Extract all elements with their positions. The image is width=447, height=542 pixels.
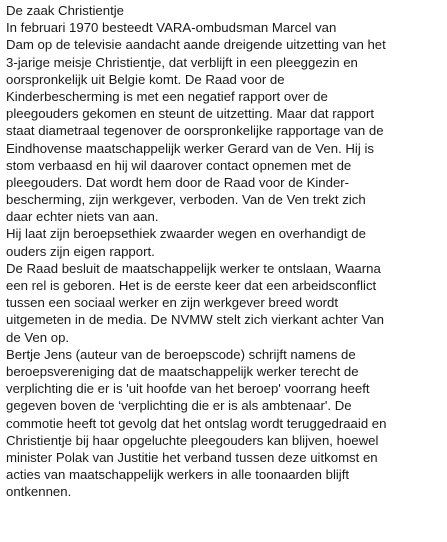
text-line: Eindhovense maatschappelijk werker Gerard van de Ven. Hij is <box>6 140 374 156</box>
text-line: tussen een sociaal werker en zijn werkgever breed wordt <box>6 295 339 311</box>
text-line: ontkennen. <box>6 484 72 500</box>
text-line: commotie heeft tot gevolg dat het ontslag wordt teruggedraaid en <box>6 415 387 431</box>
text-line: bescherming, zijn werkgever, verboden. Van de Ven trekt zich <box>6 192 366 208</box>
text-line: beroepsvereniging dat de maatschappelijk werker terecht de <box>6 363 359 379</box>
text-line: minister Polak van Justitie het verband tussen deze uitkomst en <box>6 449 378 465</box>
text-line: daar echter niets van aan. <box>6 209 159 225</box>
text-line: In februari 1970 besteedt VARA-ombudsman Marcel van <box>6 20 337 36</box>
document-title: De zaak Christientje <box>6 3 125 18</box>
text-line: Bertje Jens (auteur van de beroepscode) schrijft namens de <box>6 346 356 362</box>
text-line: 3-jarige meisje Christientje, dat verblijft in een pleeggezin en <box>6 54 358 70</box>
document-body <box>6 19 447 500</box>
text-line: Dam op de televisie aandacht aande dreigende uitzetting van het <box>6 37 386 53</box>
text-line: een rel is geboren. Het is de eerste keer dat een arbeidsconflict <box>6 278 377 293</box>
text-line: De Raad besluit de maatschappelijk werker te ontslaan, Waarna <box>6 260 381 276</box>
text-line: pleegouders gekomen en steunt de uitzetting. Maar dat rapport <box>6 106 375 122</box>
text-line: Christientje bij haar opgeluchte pleegouders kan blijven, hoewel <box>6 432 379 448</box>
text-line: uitgemeten in de media. De NVMW stelt zich vierkant achter Van <box>6 312 384 328</box>
text-line: Kinderbescherming is met een negatief rapport over de <box>6 88 328 104</box>
text-line: acties van maatschappelijk werkers in alle toonaarden blijft <box>6 467 350 483</box>
text-line: de Ven op. <box>6 329 70 345</box>
text-line: pleegouders. Dat wordt hem door de Raad voor de Kinder- <box>6 174 350 190</box>
text-line: verplichting die er is 'uit hoofde van het beroep' voorrang heeft <box>6 381 370 397</box>
text-line: staat diametraal tegenover de oorspronkelijke rapportage van de <box>6 123 384 139</box>
text-line: Hij laat zijn beroepsethiek zwaarder wegen en overhandigt de <box>6 226 366 242</box>
text-line: oorspronkelijk uit Belgie komt. De Raad voor de <box>6 71 285 87</box>
text-line: stom verbaasd en hij wil daarover contact opnemen met de <box>6 157 352 173</box>
text-line: gegeven boven de ‘verplichting die er is als ambtenaar'. De <box>6 398 352 414</box>
text-line: ouders zijn eigen rapport. <box>6 243 155 259</box>
